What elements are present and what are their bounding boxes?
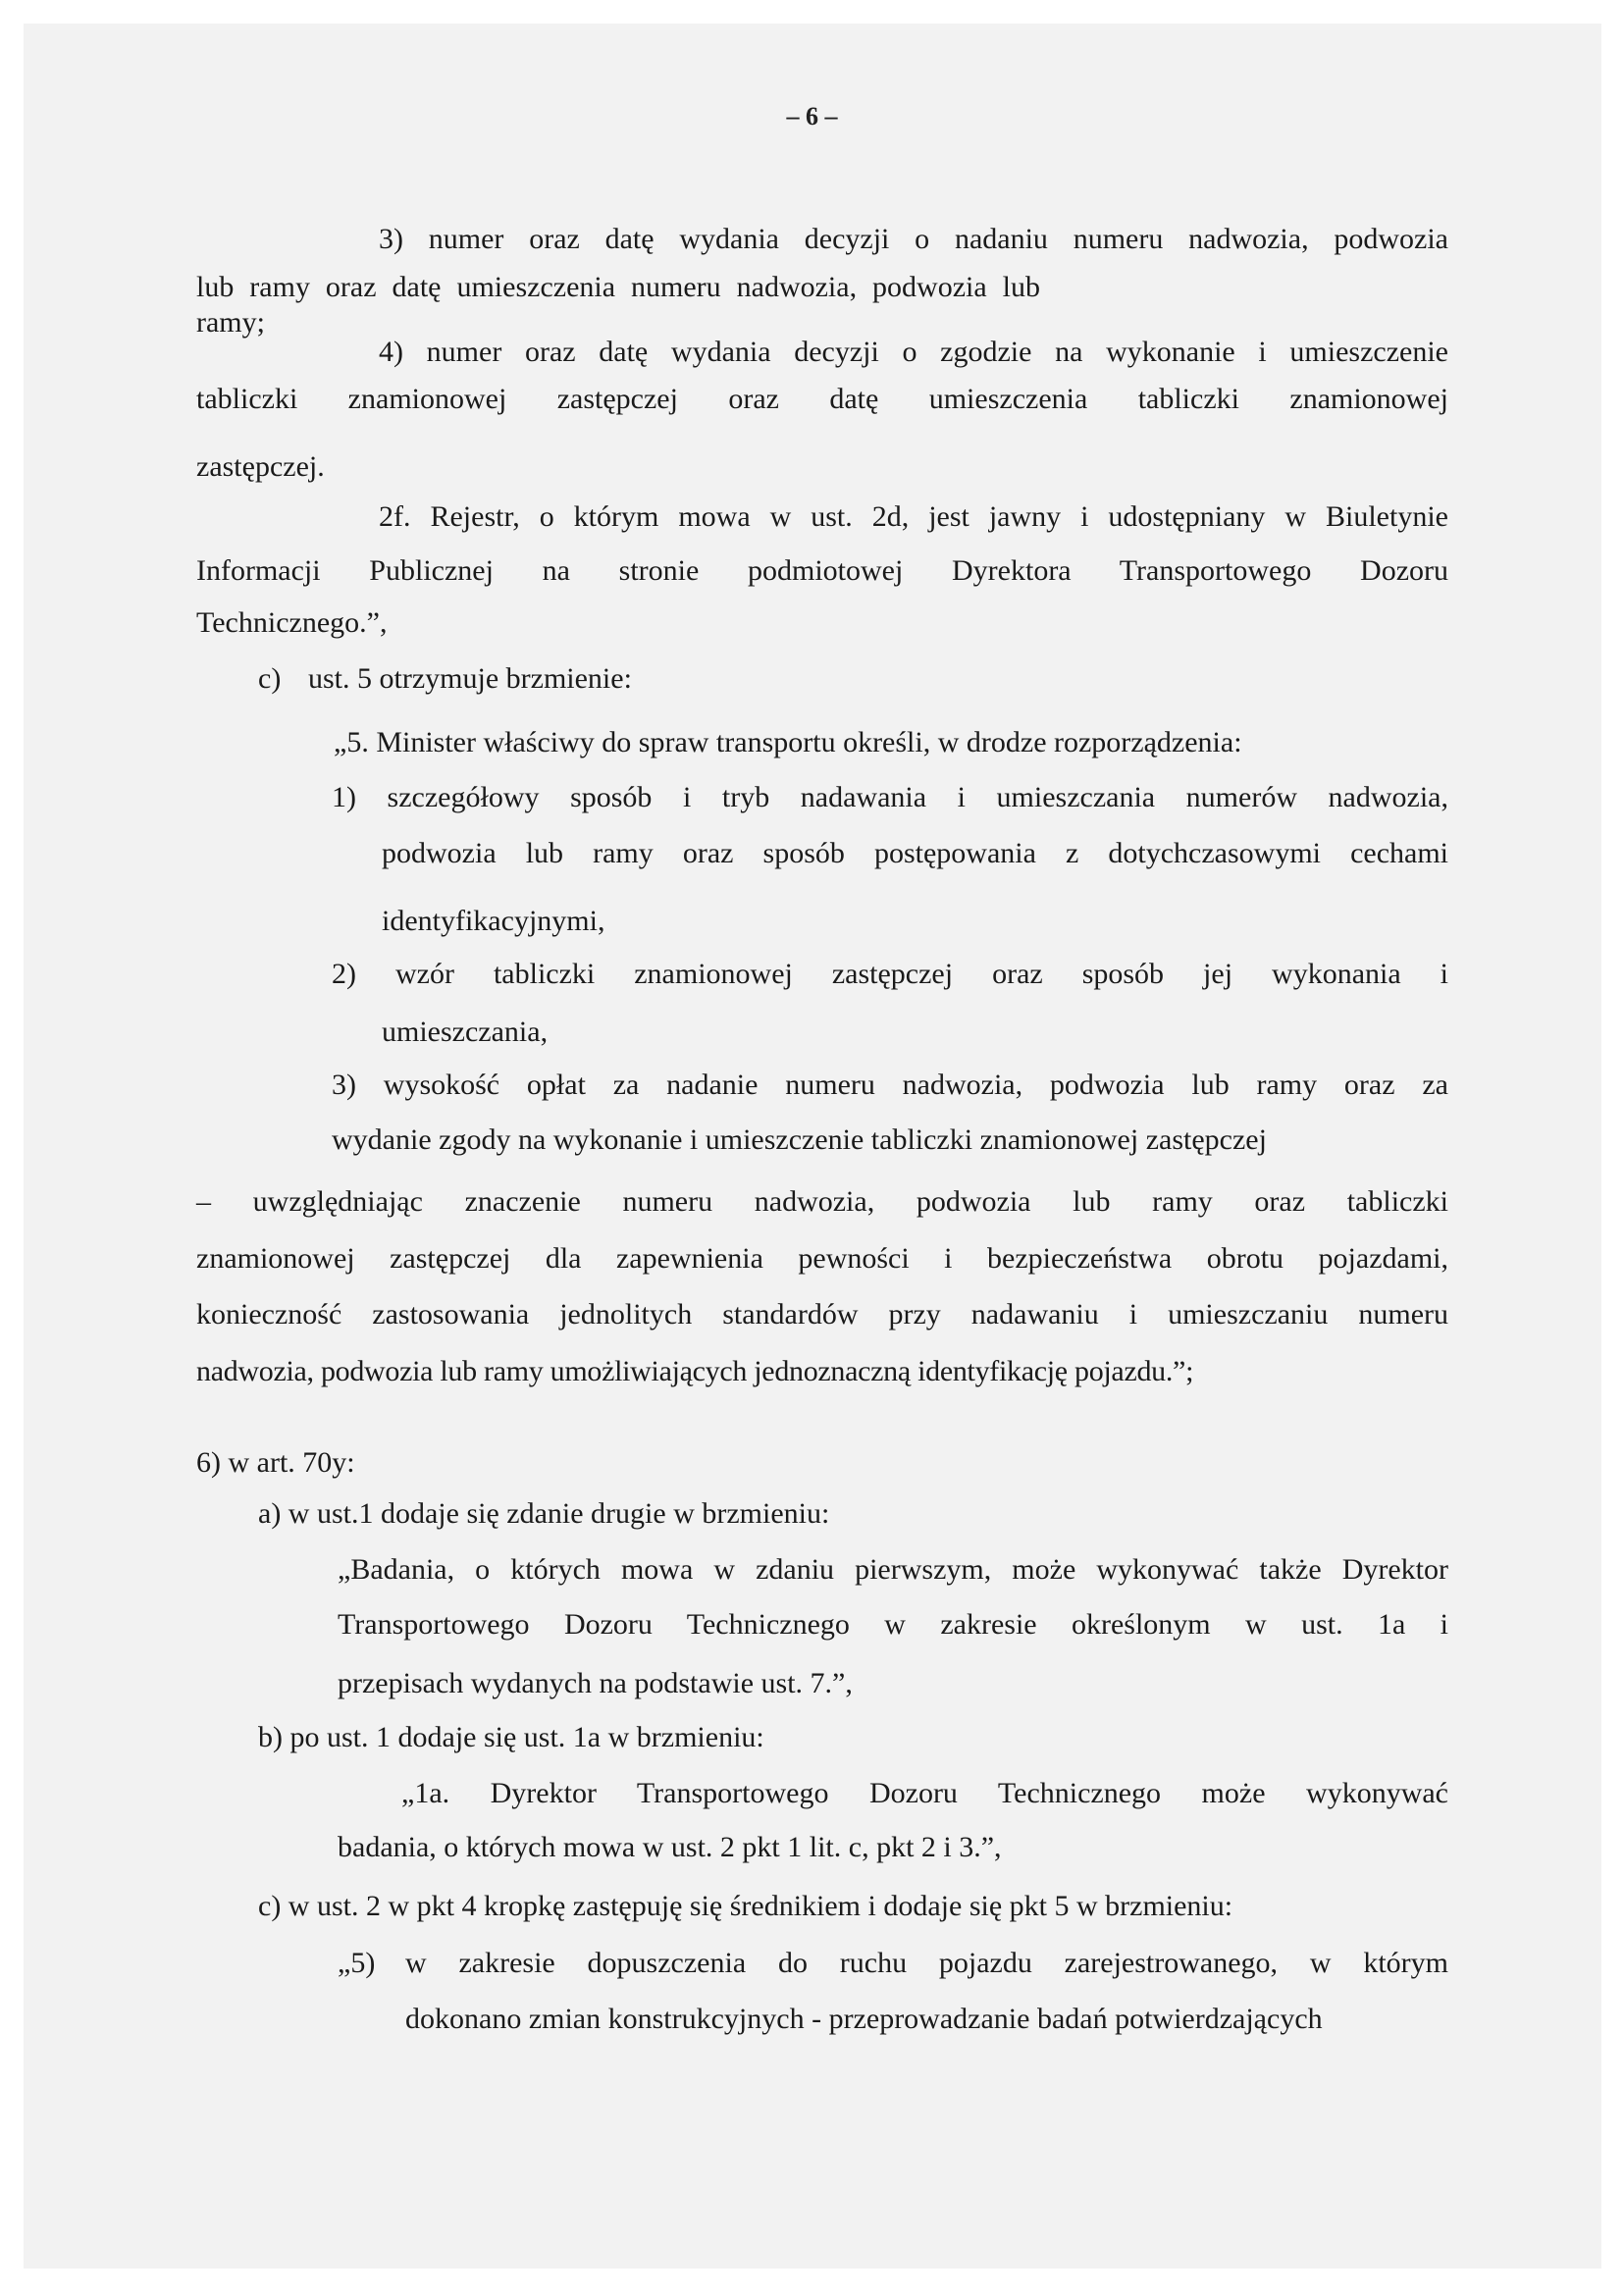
text-line: 4) numer oraz datę wydania decyzji o zgodzie na wykonanie i umieszczenie <box>379 336 1448 368</box>
text-line: 6) w art. 70y: <box>196 1446 355 1479</box>
text-line: 2) wzór tabliczki znamionowej zastępczej oraz sposób jej wykonania i <box>332 958 1448 990</box>
text-line: identyfikacyjnymi, <box>382 905 605 937</box>
text-line: 3) wysokość opłat za nadanie numeru nadwozia, podwozia lub ramy oraz za <box>332 1069 1448 1101</box>
text-line: 2f. Rejestr, o którym mowa w ust. 2d, jest jawny i udostępniany w Biuletynie <box>379 500 1448 533</box>
text-line: b) po ust. 1 dodaje się ust. 1a w brzmieniu: <box>258 1721 764 1753</box>
text-line: badania, o których mowa w ust. 2 pkt 1 lit. c, pkt 2 i 3.”, <box>338 1831 1002 1863</box>
text-line: wydanie zgody na wykonanie i umieszczenie tabliczki znamionowej zastępczej <box>332 1123 1267 1156</box>
text-line: Technicznego.”, <box>196 606 388 639</box>
text-line: tabliczki znamionowej zastępczej oraz datę umieszczenia tabliczki znamionowej <box>196 383 1448 415</box>
text-line: ust. 5 otrzymuje brzmienie: <box>308 662 632 695</box>
text-line: Transportowego Dozoru Technicznego w zakresie określonym w ust. 1a i <box>338 1608 1448 1641</box>
text-line: konieczność zastosowania jednolitych standardów przy nadawaniu i umieszczaniu numeru <box>196 1298 1448 1330</box>
text-line: lub ramy oraz datę umieszczenia numeru nadwozia, podwozia lub ramy; <box>196 271 1040 339</box>
text-line: 3) numer oraz datę wydania decyzji o nadaniu numeru nadwozia, podwozia <box>379 223 1448 255</box>
text-line: – uwzględniając znaczenie numeru nadwozia, podwozia lub ramy oraz tabliczki <box>196 1185 1448 1218</box>
text-line: a) w ust.1 dodaje się zdanie drugie w brzmieniu: <box>258 1497 830 1530</box>
text-line: zastępczej. <box>196 450 325 483</box>
list-marker: c) <box>258 662 282 695</box>
text-line: nadwozia, podwozia lub ramy umożliwiających jednoznaczną identyfikację pojazdu.”; <box>196 1355 1194 1387</box>
text-line: „5. Minister właściwy do spraw transportu określi, w drodze rozporządzenia: <box>334 726 1242 758</box>
text-line: umieszczania, <box>382 1016 549 1048</box>
page-number: – 6 – <box>786 102 838 130</box>
text-line: Informacji Publicznej na stronie podmiotowej Dyrektora Transportowego Dozoru <box>196 554 1448 587</box>
text-line: znamionowej zastępczej dla zapewnienia pewności i bezpieczeństwa obrotu pojazdami, <box>196 1242 1448 1275</box>
text-line: „Badania, o których mowa w zdaniu pierwszym, może wykonywać także Dyrektor <box>338 1553 1448 1586</box>
text-line: w zakresie dopuszczenia do ruchu pojazdu zarejestrowanego, w którym <box>405 1947 1448 1979</box>
list-marker: „5) <box>338 1947 376 1979</box>
text-line: 1) szczegółowy sposób i tryb nadawania i umieszczania numerów nadwozia, <box>332 781 1448 813</box>
text-line: podwozia lub ramy oraz sposób postępowania z dotychczasowymi cechami <box>382 837 1448 869</box>
text-line: dokonano zmian konstrukcyjnych - przeprowadzanie badań potwierdzających <box>405 2003 1323 2035</box>
text-line: „1a. Dyrektor Transportowego Dozoru Technicznego może wykonywać <box>401 1777 1448 1809</box>
text-line: przepisach wydanych na podstawie ust. 7.”, <box>338 1667 853 1699</box>
text-line: c) w ust. 2 w pkt 4 kropkę zastępuję się średnikiem i dodaje się pkt 5 w brzmieniu: <box>258 1890 1233 1922</box>
